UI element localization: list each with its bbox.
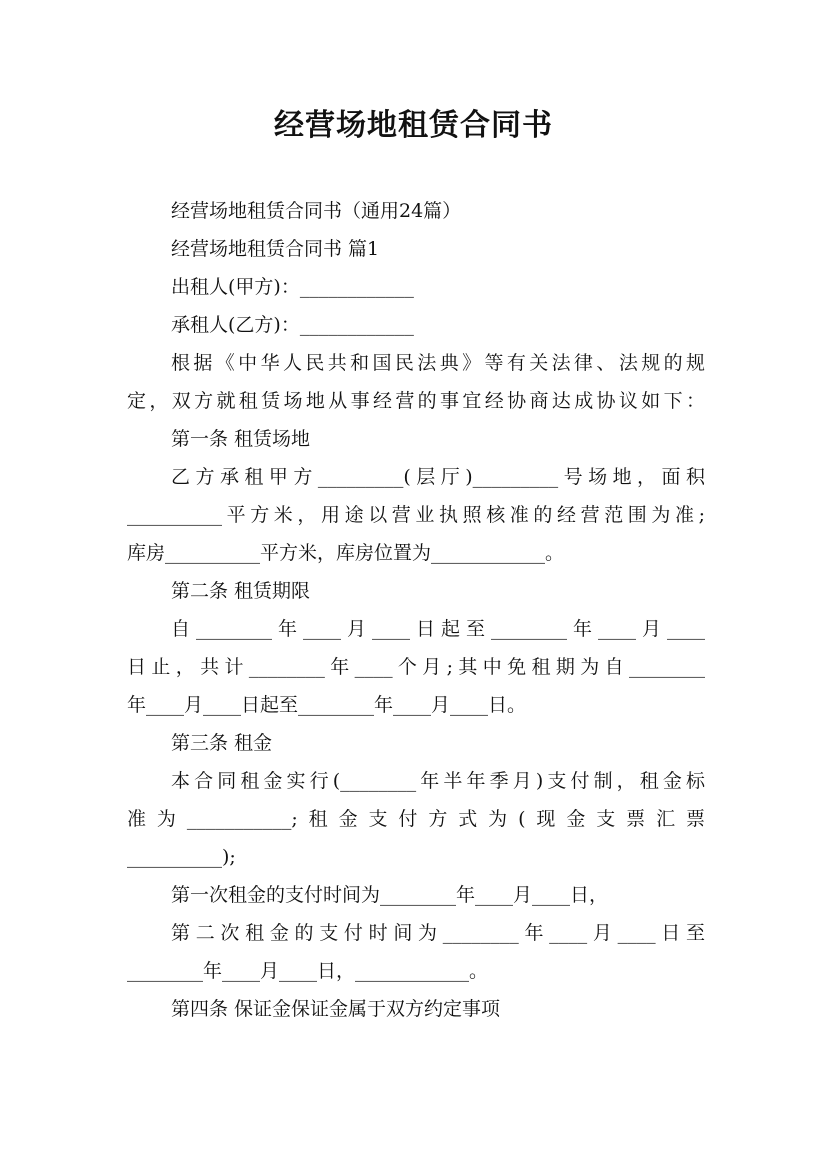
paragraph-line: 根据《中华人民共和国民法典》等有关法律、法规的规 (171, 352, 705, 374)
paragraph-line: 出租人(甲方)：____________ (171, 276, 414, 298)
paragraph-line: 乙方承租甲方_________(层厅)_________号场地，面积 (171, 466, 705, 488)
paragraph-line: 库房__________平方米，库房位置为____________。 (127, 542, 565, 564)
paragraph-line: 第二次租金的支付时间为________年____月____日至 (171, 922, 705, 944)
section-heading: 第一条 租赁场地 (171, 428, 311, 450)
section-heading: 第三条 租金 (171, 732, 273, 754)
paragraph-line: 经营场地租赁合同书（通用24篇） (171, 200, 462, 222)
paragraph-line: 承租人(乙方)：____________ (171, 314, 414, 336)
paragraph-line: 第一次租金的支付时间为________年____月____日， (171, 884, 609, 906)
paragraph-line: 经营场地租赁合同书 篇1 (171, 238, 380, 260)
paragraph-line: 自________年____月____日起至________年____月____ (171, 618, 705, 640)
paragraph-line: 准为___________;租金支付方式为(现金支票汇票 (127, 808, 705, 830)
section-heading: 第二条 租赁期限 (171, 580, 311, 602)
document-body (127, 192, 705, 1028)
paragraph-line: 日止，共计________年____个月;其中免租期为自________ (127, 656, 705, 678)
paragraph-line: 年____月____日起至________年____月____日。 (127, 694, 527, 716)
document-title: 经营场地租赁合同书 (274, 108, 553, 143)
paragraph-line: 本合同租金实行(________年半年季月)支付制，租金标 (171, 770, 705, 792)
paragraph-line: ________年____月____日，____________。 (127, 960, 489, 982)
paragraph-line: __________); (127, 846, 236, 868)
section-heading: 第四条 保证金保证金属于双方约定事项 (171, 998, 501, 1020)
paragraph-line: 定，双方就租赁场地从事经营的事宜经协商达成协议如下： (127, 390, 705, 412)
paragraph-line: __________平方米，用途以营业执照核准的经营范围为准; (127, 504, 705, 526)
